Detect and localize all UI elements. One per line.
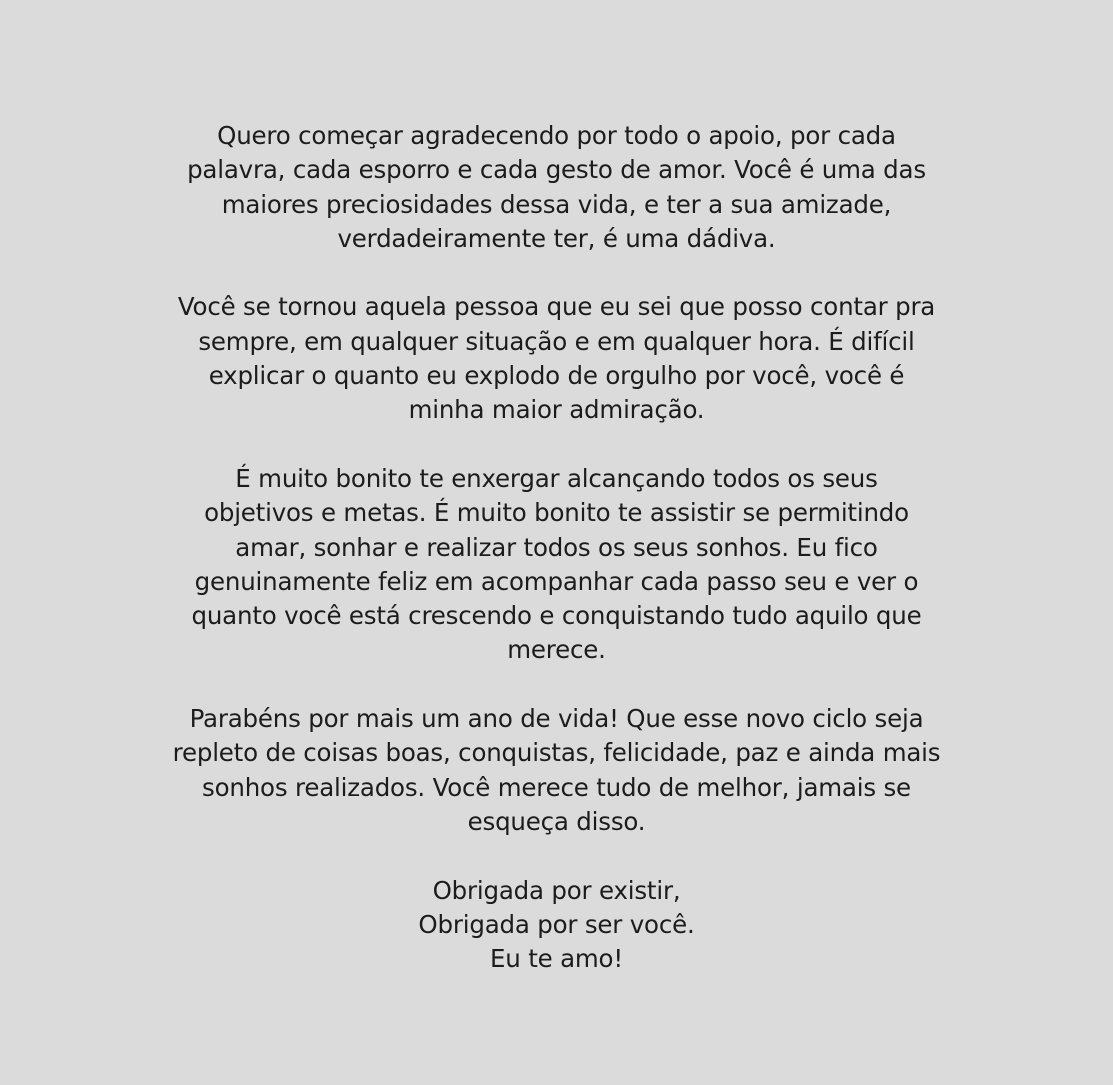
text-line: genuinamente feliz em acompanhar cada passo seu e ver o [194, 566, 919, 596]
paragraph-achievements [0, 462, 1113, 668]
text-line: Obrigada por ser você. [418, 909, 695, 939]
text-line: Eu te amo! [490, 944, 623, 974]
text-line: esqueça disso. [467, 806, 646, 836]
paragraph-birthday-wishes [0, 702, 1113, 839]
text-line: sempre, em qualquer situação e em qualquer hora. É difícil [198, 326, 915, 356]
text-line: maiores preciosidades dessa vida, e ter a sua amizade, [221, 189, 892, 219]
text-line: Parabéns por mais um ano de vida! Que esse novo ciclo seja [189, 704, 924, 734]
paragraph-gratitude [0, 119, 1113, 256]
text-line: minha maior admiração. [408, 395, 705, 425]
text-line: merece. [507, 635, 606, 665]
text-line: objetivos e metas. É muito bonito te assistir se permitindo [204, 498, 909, 528]
text-line: sonhos realizados. Você merece tudo de melhor, jamais se [202, 772, 911, 802]
letter-text [0, 119, 1113, 976]
text-line: amar, sonhar e realizar todos os seus sonhos. Eu fico [235, 532, 878, 562]
text-line: explicar o quanto eu explodo de orgulho por você, você é [208, 361, 905, 391]
text-line: repleto de coisas boas, conquistas, felicidade, paz e ainda mais [172, 738, 941, 768]
paragraph-admiration [0, 290, 1113, 427]
text-line: verdadeiramente ter, é uma dádiva. [337, 223, 776, 253]
text-line: Quero começar agradecendo por todo o apoio, por cada [217, 121, 896, 150]
text-line: Obrigada por existir, [432, 875, 681, 905]
text-line: palavra, cada esporro e cada gesto de amor. Você é uma das [187, 155, 926, 185]
text-line: É muito bonito te enxergar alcançando todos os seus [235, 463, 878, 493]
closing-lines [0, 874, 1113, 977]
text-line: Você se tornou aquela pessoa que eu sei que posso contar pra [177, 292, 936, 322]
text-line: quanto você está crescendo e conquistando tudo aquilo que [191, 601, 922, 631]
